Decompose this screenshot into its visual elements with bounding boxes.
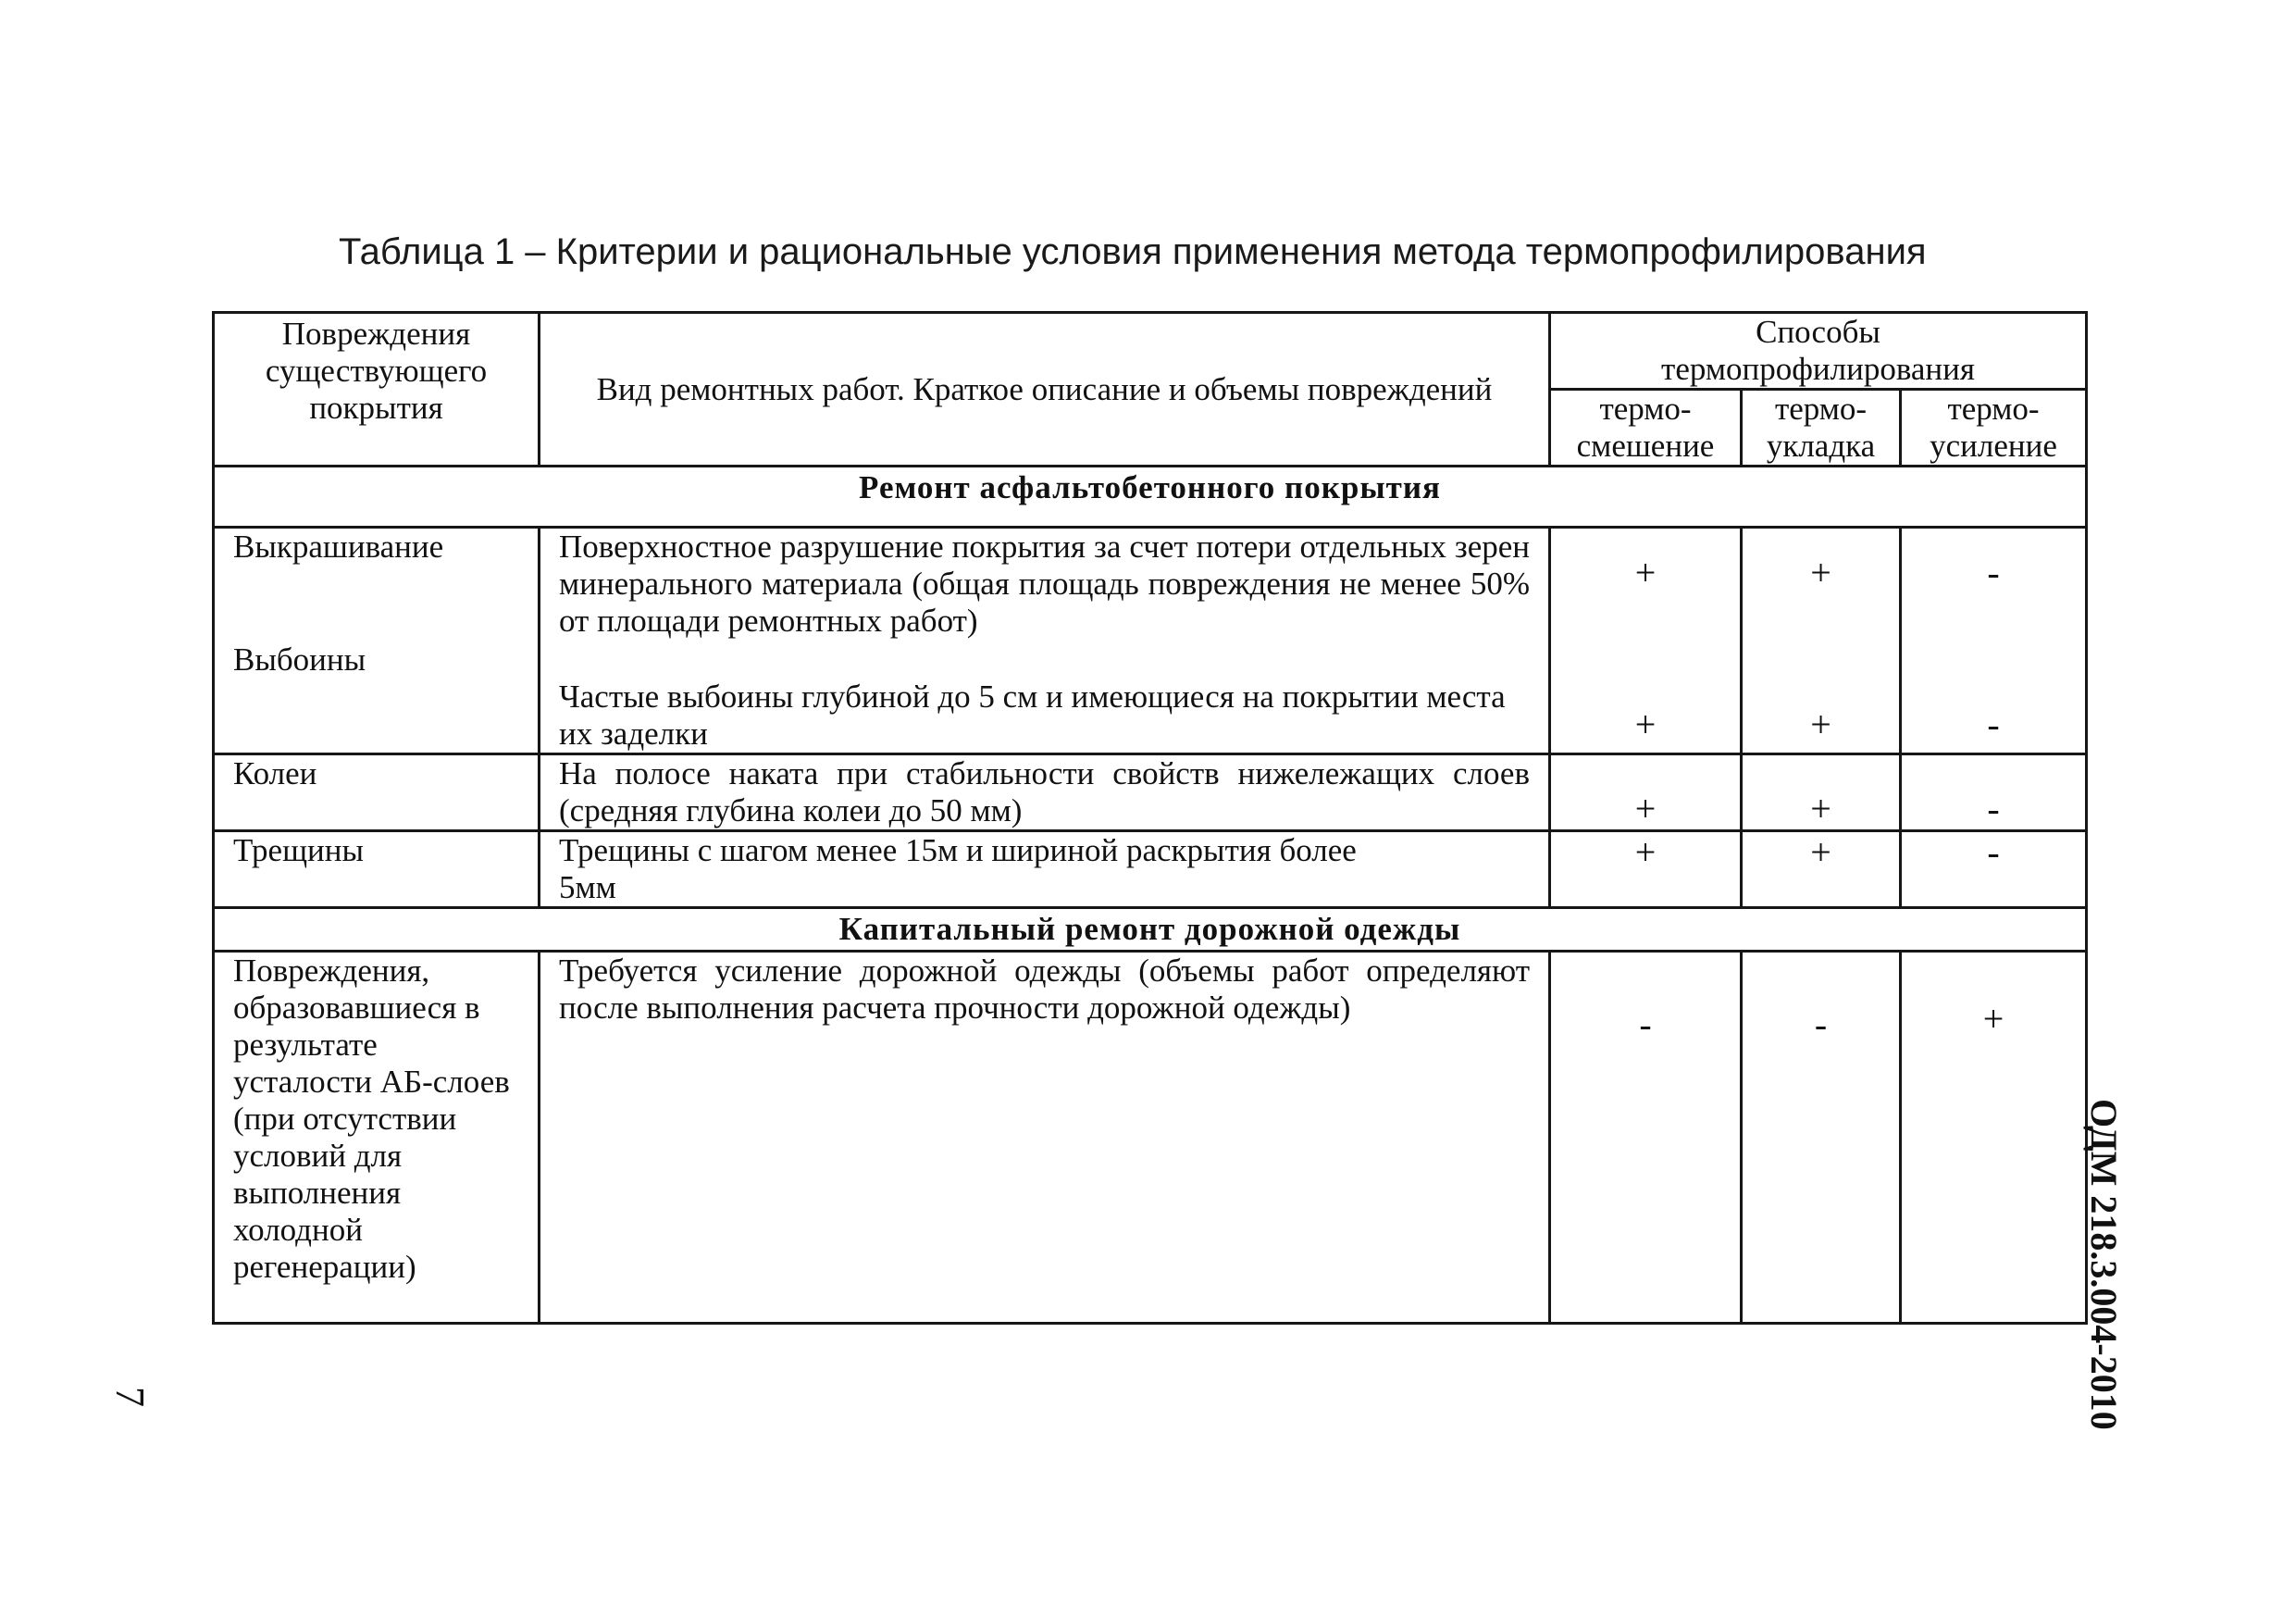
header-work: Вид ремонтных работ. Краткое описание и объемы повреждений	[540, 313, 1550, 467]
mark-cell	[1550, 528, 1742, 754]
damage-crumbling: Выкрашивание	[233, 529, 444, 565]
mark-fatigue-strengthening: +	[1982, 998, 2004, 1040]
mark-cracks-laying: +	[1742, 831, 1901, 908]
work-crumbling: Поверхностное разрушение покрытия за счет потери отдельных зерен минерального материала (общая площадь повреждения не менее 50% от площади ремонтных работ)	[559, 529, 1530, 639]
header-method-mixing: термо-смешение	[1550, 390, 1742, 467]
damage-cell	[214, 528, 540, 754]
section-asphalt-repair: Ремонт асфальтобетонного покрытия	[214, 467, 2087, 528]
mark-cell	[1742, 528, 1901, 754]
table-row	[214, 754, 2087, 831]
mark-crumbling-mixing: +	[1634, 552, 1657, 593]
mark-fatigue-laying: -	[1814, 1003, 1828, 1045]
mark-cell	[1742, 952, 1901, 1324]
mark-ruts-mixing: +	[1550, 754, 1742, 831]
work-potholes: Частые выбоины глубиной до 5 см и имеющиеся на покрытии места их заделки	[559, 679, 1506, 752]
work-cracks: Трещины с шагом менее 15м и шириной раскрытия более 5мм	[540, 831, 1550, 908]
work-fatigue: Требуется усиление дорожной одежды (объемы работ определяют после выполнения расчета прочности дорожной одежды)	[540, 952, 1550, 1324]
mark-potholes-mixing: +	[1634, 704, 1657, 745]
mark-cell	[1901, 952, 2087, 1324]
mark-cell	[1550, 952, 1742, 1324]
work-ruts: На полосе наката при стабильности свойств нижележащих слоев (средняя глубина колеи до 50 мм)	[540, 754, 1550, 831]
mark-fatigue-mixing: -	[1639, 1003, 1652, 1045]
header-method-strengthening: термо-усиление	[1901, 390, 2087, 467]
table-title: Таблица 1 – Критерии и рациональные условия применения метода термопрофилирования	[339, 231, 1927, 272]
mark-cracks-strengthening: -	[1901, 831, 2087, 908]
header-row	[214, 313, 2087, 390]
table-row	[214, 528, 2087, 754]
section-row	[214, 467, 2087, 528]
damage-potholes: Выбоины	[233, 641, 366, 678]
header-methods: Способы термопрофилирования	[1550, 313, 2087, 390]
damage-ruts: Колеи	[214, 754, 540, 831]
section-capital-repair: Капитальный ремонт дорожной одежды	[214, 908, 2087, 952]
mark-cell	[1901, 528, 2087, 754]
table-row	[214, 952, 2087, 1324]
mark-ruts-strengthening: -	[1901, 754, 2087, 831]
page-number: 7	[107, 1387, 153, 1407]
table-row	[214, 831, 2087, 908]
criteria-table	[212, 311, 2088, 1325]
mark-cracks-mixing: +	[1550, 831, 1742, 908]
mark-potholes-strengthening: -	[1987, 704, 2000, 745]
header-damage: Повреждения существующего покрытия	[214, 313, 540, 467]
section-row	[214, 908, 2087, 952]
document-number: ОДМ 218.3.004-2010	[2083, 1099, 2125, 1430]
damage-fatigue: Повреждения, образовавшиеся в результате усталости АБ-слоев (при отсутствии условий для выполнения холодной регенерации)	[214, 952, 540, 1324]
mark-crumbling-strengthening: -	[1987, 552, 2000, 593]
damage-cracks: Трещины	[214, 831, 540, 908]
work-cell	[540, 528, 1550, 754]
mark-ruts-laying: +	[1742, 754, 1901, 831]
mark-potholes-laying: +	[1810, 704, 1831, 745]
mark-crumbling-laying: +	[1810, 552, 1831, 593]
header-method-laying: термо-укладка	[1742, 390, 1901, 467]
